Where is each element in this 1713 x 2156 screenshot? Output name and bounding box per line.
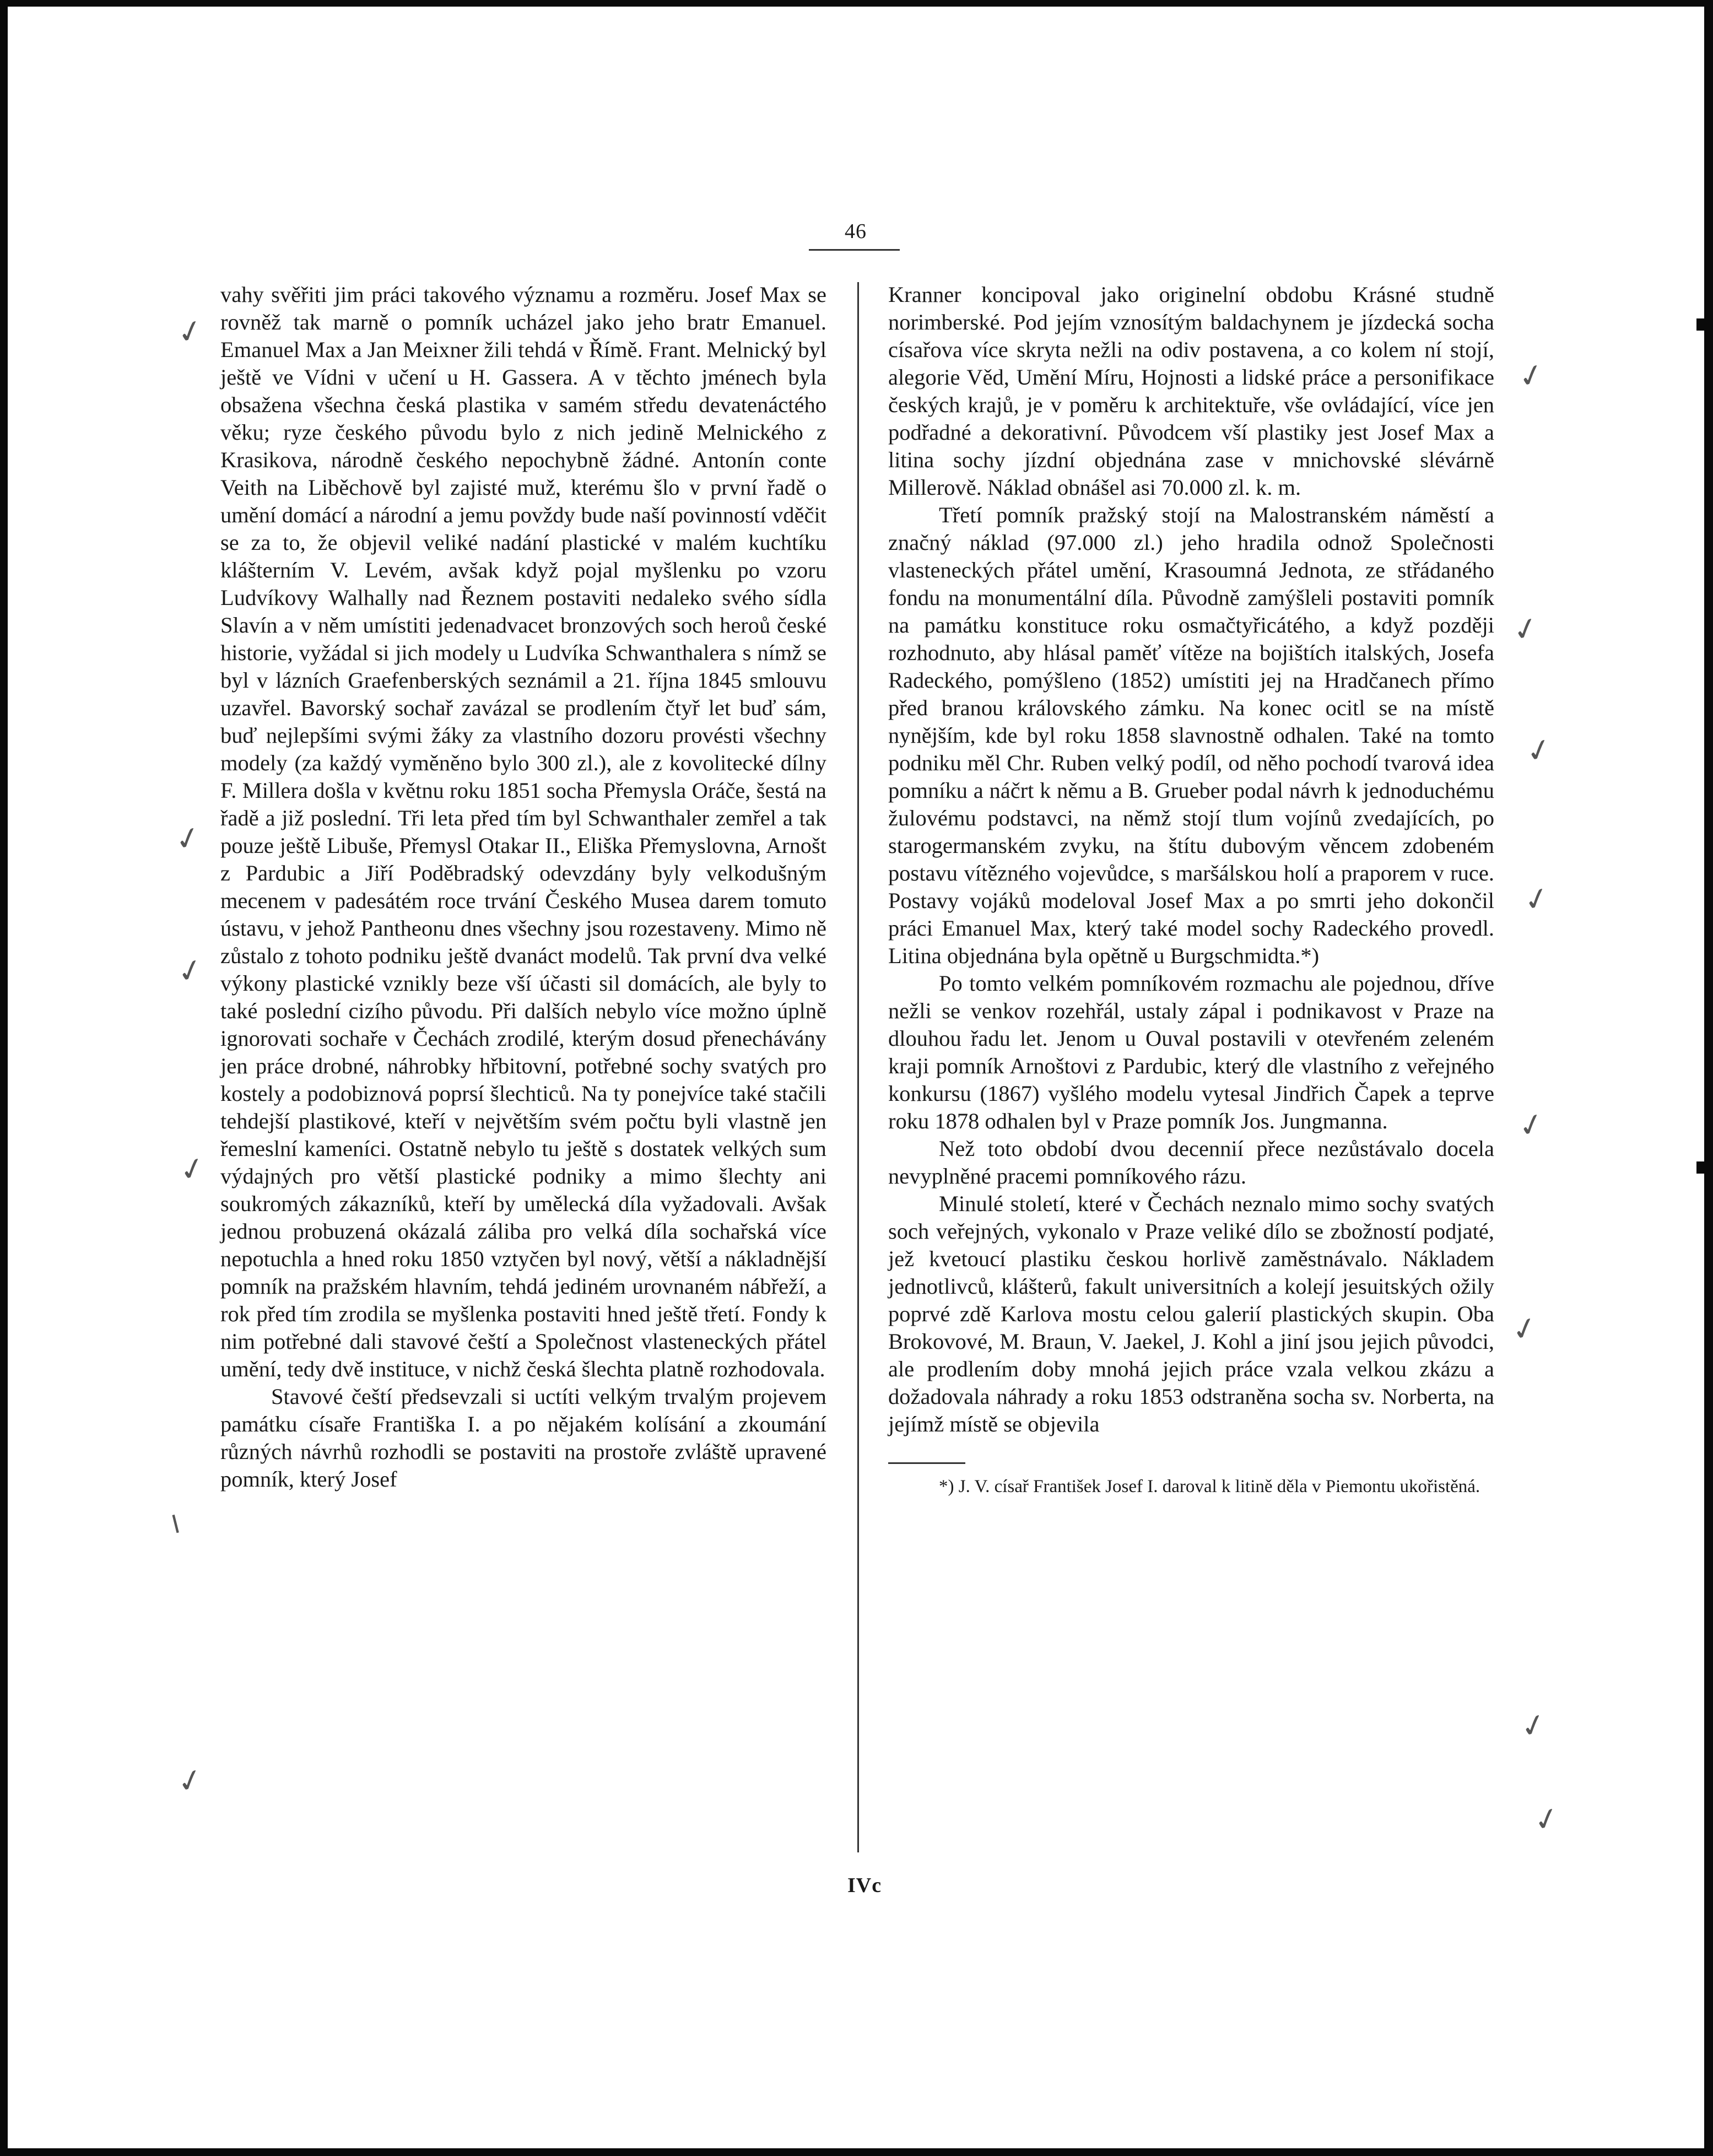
right-paragraph-3: Po tomto velkém pomníkovém rozmachu ale pojednou, dříve nežli se venkov rozehřál, ustaly zápal i podnikavost v Praze na dlouhou řadu let. Jenom u Ouval postavili v otevřeném zeleném kraji pomník Arnoštovi z Pardubic, který dle vlastního z veřejného konkursu (1867) vyšlého modelu vytesal Jindřich Čapek a teprve roku 1878 odhalen byl v Praze pomník Jos. Jungmanna.: [888, 971, 1494, 1133]
right-paragraph-4: Než toto období dvou decennií přece nezůstávalo docela nevyplněné pracemi pomníkového rázu.: [888, 1136, 1494, 1188]
footnote: *) J. V. císař František Josef I. daroval k litině děla v Piemontu ukořistěná.: [939, 1477, 1480, 1496]
pencil-check-mark-icon: ✓: [1520, 879, 1554, 920]
pencil-check-mark-icon: ✓: [1514, 1105, 1549, 1146]
pencil-check-mark-icon: ✓: [1509, 609, 1543, 650]
pencil-check-mark-icon: ✓: [173, 311, 208, 353]
left-column: [220, 281, 826, 1493]
pencil-tick-mark-icon: ╵: [164, 1513, 192, 1553]
right-paragraph-1: Kranner koncipoval jako originelní obdobu Krásné studně norimberské. Pod jejím vznosítým baldachynem je jízdecká socha císařova více skryta nežli na odiv postavena, a co kolem ní stojí, alegorie Věd, Umění Míru, Hojnosti a lidské práce a personifikace českých krajů, je v poměru k architektuře, vše ovládající, více jen podřadné a dekorativní. Původcem vší plastiky jest Josef Max a litina sochy jízdní objednána zase v mnichovské slévárně Millerově. Náklad obnášel asi 70.000 zl. k. m.: [888, 282, 1494, 500]
left-paragraph-1: vahy svěřiti jim práci takového významu a rozměru. Josef Max se rovněž tak marně o pomník ucházel jako jeho bratr Emanuel. Emanuel Max a Jan Meixner žili tehdá v Římě. Frant. Melnický byl ještě ve Vídni v učení u H. Gassera. A v těchto jménech byla obsažena všechna česká plastika v samém středu devatenáctého věku; ryze českého původu bylo z nich jedině Melnického z Krasikova, národně českého nepochybně žádné. Antonín conte Veith na Liběchově byl zajisté muž, kterému šlo v první řadě o umění domácí a národní a jemu povždy bude naší povinností vděčit se za to, že objevil veliké nadání plastické v malém kuchtíku klášterním V. Levém, avšak když pojal myšlenku po vzoru Ludvíkovy Walhally nad Řeznem postaviti nedaleko svého sídla Slavín a v něm umístiti jedenadvacet bronzových soch heroů české historie, vyžádal si jich modely u Ludvíka Schwanthalera s nímž se byl v lázních Graefenberských seznámil a 21. října 1845 smlouvu uzavřel. Bavorský sochař zavázal se prodlením čtyř let buď sám, buď nejlepšími svými žáky za vlastního dozoru provésti všechny modely (za každý vyměněno bylo 300 zl.), ale z kovolitecké dílny F. Millera došla v květnu roku 1851 socha Přemysla Oráče, šestá na řadě a již poslední. Tři leta před tím byl Schwanthaler zemřel a tak pouze ještě Libuše, Přemysl Otakar II., Eliška Přemyslovna, Arnošt z Pardubic a Jiří Poděbradský odevzdány byly velkodušným mecenem v padesátém roce trvání Českého Musea darem tomuto ústavu, v jehož Pantheonu dnes všechny jsou rozestaveny. Mimo ně zůstalo z tohoto podniku ještě dvanáct modelů. Tak první dva velké výkony plastické vznikly beze vší účasti sil domácích, ale byly to také poslední cizího původu. Při dalších nebylo více možno úplně ignorovati sochaře v Čechách zrodilé, kterým dosud přenechávány jen práce drobné, náhrobky hřbitovní, potřebné sochy svatých pro kostely a podobiznová poprsí šlechticů. Na ty ponejvíce také stačili tehdejší plastikové, kteří v největším svém počtu byli vlastně jen řemeslní kameníci. Ostatně nebylo tu ještě s dostatek velkých sum výdajných pro větší plastické podniky a mimo šlechty ani soukromých zákazníků, kteří by umělecká díla vyžadovali. Avšak jednou probuzená okázalá záliba pro velká díla sochařská více nepotuchla a hned roku 1850 vztyčen byl nový, větší a nákladnější pomník na pražském hlavním, tehdá jediném urovnaném nábřeží, a rok před tím zrodila se myšlenka postaviti hned ještě třetí. Fondy k nim potřebné dali stavové čeští a Společnost vlasteneckých přátel umění, tedy dvě instituce, v nichž česká šlechta platně rozhodovala.: [220, 282, 826, 1381]
pencil-check-mark-icon: ✓: [1530, 1799, 1564, 1840]
pencil-check-mark-icon: ✓: [171, 818, 206, 860]
footnote-rule: [888, 1462, 965, 1464]
pencil-check-mark-icon: ✓: [175, 1149, 210, 1190]
right-column: [888, 281, 1494, 1499]
pencil-check-mark-icon: ✓: [1514, 355, 1549, 397]
pencil-check-mark-icon: ✓: [1516, 1705, 1551, 1747]
right-paragraph-2: Třetí pomník pražský stojí na Malostranském náměstí a značný náklad (97.000 zl.) jeho hradila odnož Společnosti vlasteneckých přátel umění, Krasoumná Jednota, ze střádaného fondu na monumentální díla. Původně zamýšleli postaviti pomník na památku konstituce roku osmačtyřicátého, a když později rozhodnuto, aby hlásal paměť vítěze na bojištích italských, Josefa Radeckého, pomýšleno (1852) umístiti jej na Hradčanech přímo před branou královského zámku. Na konec ocitl se na místě nynějším, kde byl roku 1858 slavnostně odhalen. Také na tomto podniku měl Chr. Ruben velký podíl, od něho pochodí tvarová idea pomníku a náčrt k němu a B. Grueber podal návrh k jednoduchému žulovému podstavci, na němž stojí tlum vojínů zvedajících, po starogermanském zvyku, na štítu dubovým věncem zdobeném postavu vítězného vojevůdce, s maršálskou holí a praporem v ruce. Postavy vojáků modeloval Josef Max a po smrti jeho dokončil práci Emanuel Max, který také model sochy Radeckého provedl. Litina objednána byla opětně u Burgschmidta.*): [888, 502, 1494, 968]
printer-signature-mark: IVc: [847, 1874, 882, 1897]
pencil-check-mark-icon: ✓: [173, 950, 208, 992]
scan-edge-mark: [1696, 318, 1704, 331]
left-paragraph-2: Stavové čeští předsevzali si uctíti velkým trvalým projevem památku císaře Františka I. a po nějakém kolísání a zkoumání různých návrhů rozhodli se postaviti na prostoře zvláště upravené pomník, který Josef: [220, 1384, 826, 1492]
right-paragraph-5: Minulé století, které v Čechách neznalo mimo sochy svatých soch veřejných, vykonalo v Praze veliké dílo se zbožností podjaté, jež kvetoucí plastiku českou horlivě zaměstnávalo. Nákladem jednotlivců, klášterů, fakult universitních a kolejí jesuitských ožily poprvé zdě Karlova mostu celou galerií plastických skupin. Oba Brokovové, M. Braun, V. Jaekel, J. Kohl a jiní jsou jejich původci, ale prodlením doby mnohá jejich práce vzala velkou zkázu a dožadovala náhrady a roku 1853 odstraněna socha sv. Norberta, na jejímž místě se objevila: [888, 1191, 1494, 1436]
pencil-check-mark-icon: ✓: [173, 1760, 208, 1802]
scan-edge-mark: [1696, 1161, 1704, 1174]
pencil-check-mark-icon: ✓: [1522, 730, 1557, 771]
page-number-rule: [809, 249, 900, 251]
page-number: 46: [845, 220, 867, 243]
column-divider: [857, 282, 859, 1852]
pencil-check-mark-icon: ✓: [1507, 1309, 1542, 1350]
